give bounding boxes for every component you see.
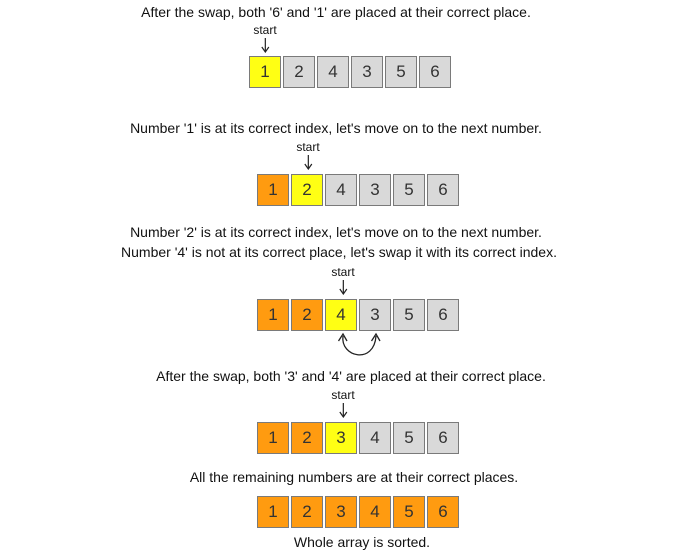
array-cell: 3 xyxy=(359,299,391,331)
array-cell: 5 xyxy=(393,299,425,331)
step1-caption: After the swap, both '6' and '1' are placed at their correct place. xyxy=(141,4,531,20)
array-cell: 2 xyxy=(291,496,323,528)
step1-array xyxy=(249,56,453,88)
array-cell: 2 xyxy=(291,174,323,206)
array-cell: 4 xyxy=(359,422,391,454)
start-label: start xyxy=(331,265,355,279)
array-cell: 3 xyxy=(325,422,357,454)
array-cell: 1 xyxy=(257,174,289,206)
step4-array xyxy=(257,422,461,454)
swap-arrow-icon xyxy=(334,331,386,365)
array-cell: 2 xyxy=(283,56,315,88)
step4-start-pointer xyxy=(331,388,354,418)
array-cell: 3 xyxy=(325,496,357,528)
array-cell: 2 xyxy=(291,422,323,454)
array-cell: 6 xyxy=(427,422,459,454)
step5-array xyxy=(257,496,461,528)
down-arrow-icon xyxy=(303,154,313,170)
start-label: start xyxy=(253,23,277,37)
step3-start-pointer xyxy=(331,265,354,295)
array-cell: 1 xyxy=(249,56,281,88)
array-cell: 1 xyxy=(257,422,289,454)
array-cell: 4 xyxy=(359,496,391,528)
array-cell: 5 xyxy=(385,56,417,88)
start-label: start xyxy=(296,140,320,154)
array-cell: 3 xyxy=(351,56,383,88)
array-cell: 2 xyxy=(291,299,323,331)
start-label: start xyxy=(331,388,355,402)
final-caption: Whole array is sorted. xyxy=(293,534,431,550)
array-cell: 5 xyxy=(393,422,425,454)
step2-caption: Number '1' is at its correct index, let's move on to the next number. xyxy=(130,120,542,136)
array-cell: 6 xyxy=(427,299,459,331)
array-cell: 6 xyxy=(427,174,459,206)
down-arrow-icon xyxy=(338,279,348,295)
array-cell: 5 xyxy=(393,496,425,528)
array-cell: 1 xyxy=(257,299,289,331)
array-cell: 6 xyxy=(419,56,451,88)
array-cell: 4 xyxy=(317,56,349,88)
array-cell: 1 xyxy=(257,496,289,528)
step3-array xyxy=(257,299,461,331)
step4-caption: After the swap, both '3' and '4' are placed at their correct place. xyxy=(156,368,546,384)
step5-caption: All the remaining numbers are at their correct places. xyxy=(189,469,519,485)
array-cell: 4 xyxy=(325,299,357,331)
array-cell: 5 xyxy=(393,174,425,206)
step2-array xyxy=(257,174,461,206)
step2-start-pointer xyxy=(296,140,319,170)
step1-start-pointer xyxy=(253,23,276,53)
step3-caption-2: Number '4' is not at its correct place, let's swap it with its correct index. xyxy=(121,244,557,260)
array-cell: 3 xyxy=(359,174,391,206)
step3-caption: Number '2' is at its correct index, let's move on to the next number. xyxy=(130,224,542,240)
array-cell: 4 xyxy=(325,174,357,206)
down-arrow-icon xyxy=(260,37,270,53)
array-cell: 6 xyxy=(427,496,459,528)
down-arrow-icon xyxy=(338,402,348,418)
